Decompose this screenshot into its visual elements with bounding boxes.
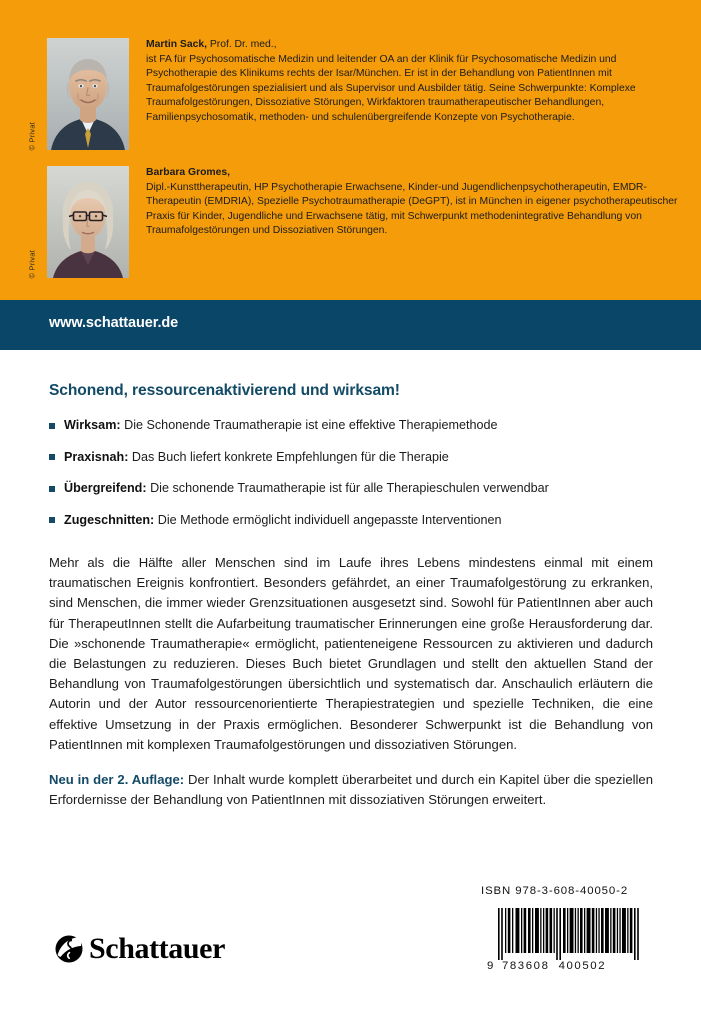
author-block-barbara-gromes [25, 166, 683, 278]
publisher-name: Schattauer [89, 932, 225, 965]
blurb-body [49, 553, 653, 810]
author-titles: Prof. Dr. med., [206, 39, 277, 50]
publisher-url-band [0, 300, 701, 350]
barcode-digits [487, 960, 642, 972]
bullet-text: Die Methode ermöglicht individuell angepasste Interventionen [154, 512, 502, 527]
bullet-lead: Wirksam: [64, 418, 121, 432]
barcode-digit-left: 9 [487, 960, 495, 972]
author-panel [0, 0, 701, 300]
list-item [49, 418, 659, 433]
author-portrait-barbara-gromes [47, 166, 129, 278]
bullet-lead: Übergreifend: [64, 481, 147, 495]
author-bio-barbara-gromes [146, 166, 683, 239]
schattauer-emblem-icon [54, 934, 84, 964]
bullet-lead: Zugeschnitten: [64, 512, 155, 527]
publisher-website-link[interactable]: www.schattauer.de [49, 315, 179, 331]
blurb-headline: Schonend, ressourcenaktivierend und wirksam! [49, 382, 400, 399]
photo-credit-1 [25, 38, 47, 150]
barcode-digits-mid: 783608 [501, 960, 550, 972]
author-block-martin-sack [25, 38, 683, 150]
new-edition-text: Der Inhalt wurde komplett überarbeitet und durch ein Kapitel über die speziellen Erfordernisse der Behandlung von PatientInnen mit dissoziativen Störungen erweitert. [49, 772, 653, 808]
new-edition-paragraph [49, 770, 653, 810]
ean-barcode [492, 908, 647, 965]
bullet-text: Das Buch liefert konkrete Empfehlungen für die Therapie [128, 449, 449, 464]
list-item [49, 481, 659, 496]
new-edition-label: Neu in der 2. Auflage: [49, 772, 185, 788]
author-portrait-martin-sack [47, 38, 129, 150]
feature-bullet-list [49, 418, 659, 544]
blurb-paragraph: Mehr als die Hälfte aller Menschen sind im Laufe ihres Lebens mindestens einmal mit einem traumatischen Ereignis konfrontiert. Besonders gefährdet, an einer Traumafolgestörung zu erkranken, sind Menschen, die immer wieder Grenzsituationen ausgesetzt sind. Sowohl für PatientInnen aber auch für TherapeutInnen stellt die Aufarbeitung traumatischer Erinnerungen eine große Herausforderung dar. Die »schonende Traumatherapie« ermöglicht, patienteneigene Ressourcen zu aktivieren und dadurch die Belastungen zu reduzieren. Dieses Buch bietet Grundlagen und stellt den aktuellen Stand der Behandlung von Traumafolgestörungen übersichtlich und systematisch dar. Anschaulich erläutern die Autorin und der Autor ressourcenorientierte Therapiestrategien und spezielle Techniken, die eine effektive Umsetzung in der Praxis ermöglichen. Besonderer Schwerpunkt ist die Behandlung von PatientInnen mit komplexen Traumafolgestörungen und dissoziativen Störungen. [49, 555, 653, 752]
bullet-square-icon [49, 454, 55, 460]
author-name: Martin Sack, [146, 39, 207, 50]
bullet-square-icon [49, 486, 55, 492]
author-name: Barbara Gromes, [146, 167, 231, 178]
bullet-text: Die schonende Traumatherapie ist für alle Therapieschulen verwendbar [146, 481, 549, 495]
author-bio-martin-sack [146, 38, 683, 126]
photo-credit-label: © Privat [27, 121, 37, 150]
barcode-digits-right: 400502 [558, 960, 607, 972]
list-item [49, 513, 659, 528]
author-bio-text: Dipl.-Kunsttherapeutin, HP Psychotherapie Erwachsene, Kinder-und Jugendlichenpsychotherapeutin, EMDR-Therapeutin (EMDRIA), Spezielle Psychotraumatherapie (DeGPT), ist in München in eigener psychotherapeutischer Praxis für Kinder, Jugendliche und Erwachsene tätig, mit Schwerpunkt methodenintegrative Behandlung von Traumafolgestörungen und Dissoziativen Störungen. [146, 181, 678, 237]
bullet-square-icon [49, 517, 55, 523]
list-item [49, 450, 659, 465]
publisher-logo [54, 934, 225, 964]
author-bio-text: ist FA für Psychosomatische Medizin und leitender OA an der Klinik für Psychosomatische Medizin und Psychotherapie des Klinikums rechts der Isar/München. Er ist in der Behandlung von PatientInnen mit Traumafolgestörungen spezialisiert und als Supervisor und Ausbilder tätig. Seine Schwerpunkte: Komplexe Traumafolgestörungen, Dissoziative Störungen, Wirkfaktoren traumatherapeutischer Behandlungen, Familienpsychosomatik, methoden- und schulenübergreifende Konzepte von Psychotherapie. [146, 53, 636, 123]
photo-credit-label: © Privat [27, 249, 37, 278]
isbn-label: ISBN 978-3-608-40050-2 [481, 885, 629, 897]
photo-credit-2 [25, 166, 47, 278]
bullet-square-icon [49, 423, 55, 429]
bullet-text: Die Schonende Traumatherapie ist eine effektive Therapiemethode [120, 418, 498, 432]
bullet-lead: Praxisnah: [64, 449, 129, 464]
